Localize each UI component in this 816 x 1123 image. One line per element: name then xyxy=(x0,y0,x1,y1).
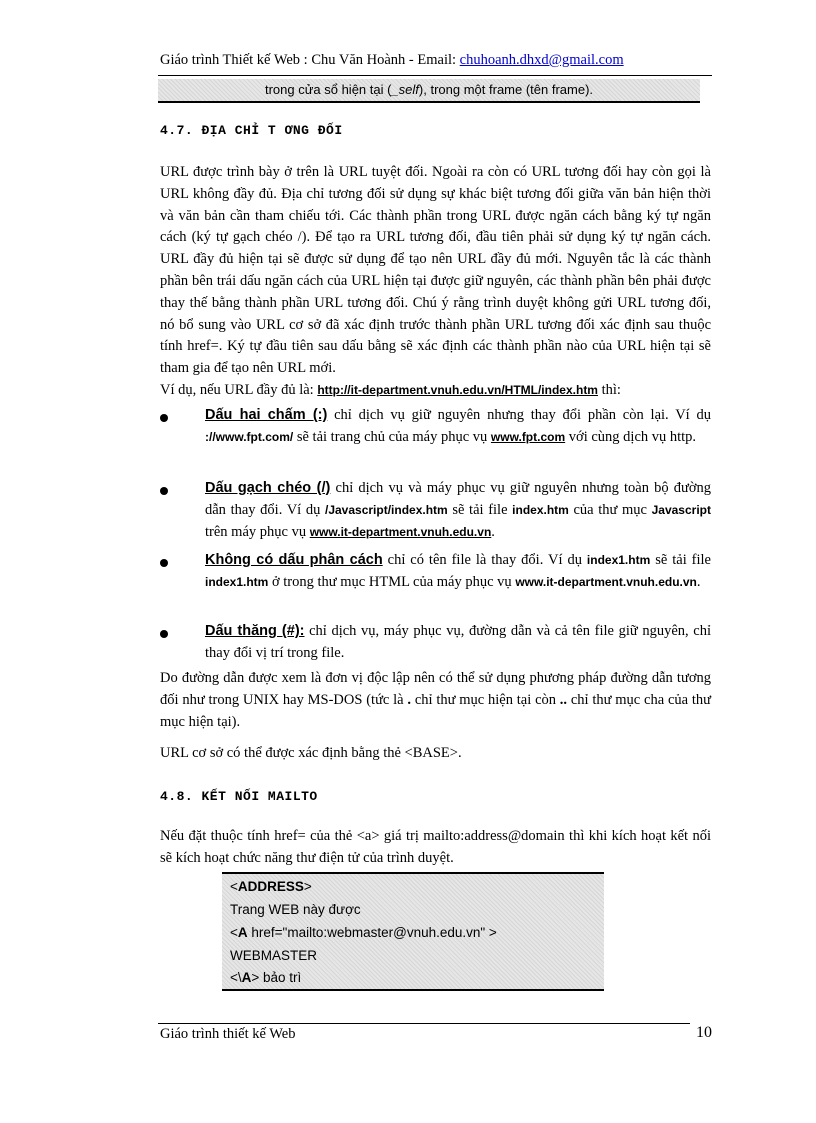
cell-text-end: ), trong một frame (tên frame). xyxy=(418,82,594,97)
header-rule xyxy=(158,75,712,76)
cell-text: trong cửa sổ hiện tại ( xyxy=(264,82,392,97)
example-line xyxy=(160,380,621,402)
footer-rule xyxy=(158,1023,690,1024)
code-line-4: WEBMASTER xyxy=(230,948,318,963)
footer-title: Giáo trình thiết kế Web xyxy=(160,1026,296,1042)
bullet-text: chỉ dịch vụ giữ nguyên nhưng thay đổi phần còn lại. Ví dụ xyxy=(327,407,711,423)
section-heading-4-8: 4.8. KẾT NỐI MAILTO xyxy=(160,789,318,804)
bullet-term: Dấu hai chấm (:) xyxy=(205,407,328,423)
para-dot: . xyxy=(407,691,412,708)
bullet-code: index.htm xyxy=(512,502,569,517)
bullet-link[interactable]: www.fpt.com xyxy=(490,429,566,444)
bullet-link[interactable]: www.it-department.vnuh.edu.vn xyxy=(309,524,492,539)
bullet-text: ở trong thư mục HTML của máy phục vụ xyxy=(268,573,516,590)
bullet-text: của thư mục xyxy=(568,501,652,518)
code-tag: A xyxy=(241,970,252,985)
code-line-2: Trang WEB này được xyxy=(230,902,361,917)
bullet-icon xyxy=(160,414,168,422)
header-text: Giáo trình Thiết kế Web : Chu Văn Hoành - Email: xyxy=(160,52,460,68)
bullet-text: chỉ dịch vụ và máy phục vụ giữ nguyên nhưng toàn bộ đường dẫn thay đổi. Ví dụ xyxy=(205,480,711,518)
bullet-term: Dấu thăng (#): xyxy=(205,623,305,639)
bullet-text: chỉ dịch vụ, máy phục vụ, đường dẫn và cả tên file giữ nguyên, chỉ thay đổi vị trí trong file. xyxy=(205,623,711,661)
code-text: <\ xyxy=(230,970,242,985)
para-dotdot: .. xyxy=(559,691,568,708)
bullet-text: với cùng dịch vụ http. xyxy=(565,428,697,445)
bullet-term: Dấu gạch chéo (/) xyxy=(205,480,331,496)
bullet-no-separator xyxy=(205,550,711,594)
code-tag: ADDRESS xyxy=(237,879,304,894)
bullet-code: index1.htm xyxy=(205,574,269,589)
code-line-3 xyxy=(230,925,497,940)
code-text: href="mailto:webmaster@vnuh.edu.vn" > xyxy=(247,925,497,940)
bullet-code: index1.htm xyxy=(586,553,651,567)
code-text: < xyxy=(230,925,238,940)
bullet-term: Không có dấu phân cách xyxy=(205,552,383,568)
bullet-text: . xyxy=(491,523,495,540)
bullet-code: Javascript xyxy=(651,502,711,517)
example-text: Ví dụ, nếu URL đầy đủ là: xyxy=(160,382,318,398)
bullet-icon xyxy=(160,630,168,638)
code-text: > xyxy=(303,879,312,894)
code-example-box xyxy=(222,872,604,991)
para-text: Do đường dẫn được xem là đơn vị độc lập nên có thể sử dụng phương pháp đường dẫn tương đối như trong UNIX hay MS-DOS (tức là xyxy=(160,670,711,708)
bullet-text: chỉ có tên file là thay đổi. Ví dụ xyxy=(382,552,587,568)
bullet-text: trên máy phục vụ xyxy=(205,523,310,540)
section-heading-4-7: 4.7. ĐỊA CHỈ T ƠNG ĐỐI xyxy=(160,123,343,138)
para-text: chỉ thư mục hiện tại còn xyxy=(411,691,560,708)
running-header xyxy=(160,52,710,69)
paragraph-mailto: Nếu đặt thuộc tính href= của thẻ <a> giá trị mailto:address@domain thì khi kích hoạt kết nối sẽ kích hoạt chức năng thư điện tử của trình duyệt. xyxy=(160,828,711,866)
bullet-text: . xyxy=(696,573,701,590)
paragraph-base-tag: URL cơ sở có thể được xác định bằng thẻ <BASE>. xyxy=(160,745,462,761)
bullet-code: /Javascript/index.htm xyxy=(324,502,448,517)
bullet-text: sẽ tải file xyxy=(447,501,513,518)
code-text: < xyxy=(230,879,238,894)
bullet-icon xyxy=(160,559,168,567)
paragraph-unix-paths xyxy=(160,668,711,733)
bullet-hash xyxy=(205,621,711,665)
code-line-1 xyxy=(230,879,312,894)
bullet-text: sẽ tải trang chủ của máy phục vụ xyxy=(293,428,491,445)
table-continuation-cell xyxy=(158,79,700,103)
bullet-code: www.it-department.vnuh.edu.vn xyxy=(515,574,697,589)
code-tag: A xyxy=(237,925,248,940)
bullet-colon xyxy=(205,405,711,449)
bullet-slash xyxy=(205,478,711,543)
example-text-end: thì: xyxy=(597,382,621,398)
example-url[interactable]: http://it-department.vnuh.edu.vn/HTML/index.htm xyxy=(317,383,598,397)
page-number: 10 xyxy=(696,1024,712,1041)
bullet-icon xyxy=(160,487,168,495)
para-text: chỉ thư mục cha của thư mục hiện tại). xyxy=(160,691,711,730)
header-email-link[interactable]: chuhoanh.dhxd@gmail.com xyxy=(459,52,624,68)
code-text: > bảo trì xyxy=(251,970,302,985)
code-line-5 xyxy=(230,970,301,985)
cell-italic-text: _self xyxy=(391,82,419,97)
paragraph-relative-url: URL được trình bày ở trên là URL tuyệt đối. Ngoài ra còn có URL tương đối hay còn gọi là URL không đầy đủ. Địa chỉ tương đối sử dụng sự khác biệt tương đối giữa văn bản hiện thời và văn bản cần tham chiếu tới. Các thành phần trong URL được ngăn cách bằng ký tự ngăn cách (ký tự gạch chéo /). Để tạo ra URL tương đối, đầu tiên phải sử dụng ký tự ngăn cách. URL đầy đủ hiện tại sẽ được sử dụng để tạo nên URL đầy đủ mới. Nguyên tắc là các thành phần bên trái dấu ngăn cách của URL hiện tại được giữ nguyên, các thành phần bên phải được thay thế bằng thành phần URL tương đối. Chú ý rằng trình duyệt không gửi URL tương đối, nó bổ sung vào URL cơ sở đã xác định trước thành phần URL tương đối xác định sau thuộc tính href=. Ký tự đầu tiên sau dấu bằng sẽ xác định các thành phần nào của URL hiện tại sẽ tham gia để tạo nên URL mới. xyxy=(160,164,711,377)
bullet-text: sẽ tải file xyxy=(650,552,711,568)
bullet-code: ://www.fpt.com/ xyxy=(205,429,294,444)
